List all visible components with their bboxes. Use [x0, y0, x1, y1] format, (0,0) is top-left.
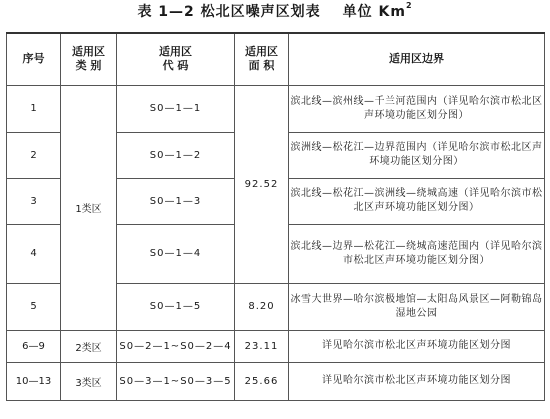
cell-boundary: 详见哈尔滨市松北区声环境功能区划分图 — [289, 362, 545, 400]
cell-seq: 3 — [7, 178, 61, 224]
header-code — [117, 33, 235, 85]
header-seq: 序号 — [7, 33, 61, 85]
header-code-line1: 适用区 — [159, 45, 192, 59]
page-title — [0, 1, 550, 21]
cell-area: 23.11 — [235, 330, 289, 362]
cell-area: 25.66 — [235, 362, 289, 400]
title-unit-superscript: 2 — [405, 1, 413, 11]
cell-category: 1类区 — [61, 85, 117, 330]
header-area-line1: 适用区 — [245, 45, 278, 59]
cell-boundary: 冰雪大世界—哈尔滨极地馆—太阳岛风景区—阿勒锦岛湿地公园 — [289, 283, 545, 330]
cell-code: S0—1—3 — [117, 178, 235, 224]
cell-seq: 1 — [7, 85, 61, 132]
cell-code: S0—2—1~S0—2—4 — [117, 330, 235, 362]
cell-seq: 10—13 — [7, 362, 61, 400]
table-row — [7, 330, 545, 362]
cell-seq: 4 — [7, 224, 61, 283]
header-boundary: 适用区边界 — [289, 33, 545, 85]
cell-code: S0—1—1 — [117, 85, 235, 132]
cell-boundary: 滨洲线—松花江—边界范围内（详见哈尔滨市松北区声环境功能区划分图） — [289, 132, 545, 178]
title-main: 表 1—2 松北区噪声区划表 — [137, 4, 321, 20]
noise-zone-table — [6, 32, 545, 401]
header-category — [61, 33, 117, 85]
cell-seq: 2 — [7, 132, 61, 178]
table-row — [7, 85, 545, 132]
cell-seq: 6—9 — [7, 330, 61, 362]
cell-category: 3类区 — [61, 362, 117, 400]
title-unit-text: 单位 Km — [342, 4, 406, 20]
header-category-line1: 适用区 — [72, 45, 105, 59]
cell-boundary: 滨北线—松花江—滨洲线—绕城高速（详见哈尔滨市松北区声环境功能区划分图） — [289, 178, 545, 224]
cell-code: S0—3—1~S0—3—5 — [117, 362, 235, 400]
header-category-line2: 类 别 — [75, 59, 102, 73]
table-row — [7, 362, 545, 400]
title-unit — [342, 1, 413, 20]
cell-category: 2类区 — [61, 330, 117, 362]
cell-code: S0—1—5 — [117, 283, 235, 330]
cell-boundary: 滨北线—滨州线—千兰河范围内（详见哈尔滨市松北区声环境功能区划分图） — [289, 85, 545, 132]
cell-code: S0—1—2 — [117, 132, 235, 178]
cell-area: 92.52 — [235, 85, 289, 283]
cell-boundary: 详见哈尔滨市松北区声环境功能区划分图 — [289, 330, 545, 362]
header-area-line2: 面 积 — [248, 59, 275, 73]
header-code-line2: 代 码 — [162, 59, 189, 73]
cell-boundary: 滨北线—边界—松花江—绕城高速范围内（详见哈尔滨市松北区声环境功能区划分图） — [289, 224, 545, 283]
header-area — [235, 33, 289, 85]
cell-area: 8.20 — [235, 283, 289, 330]
cell-code: S0—1—4 — [117, 224, 235, 283]
header-row — [7, 33, 545, 85]
cell-seq: 5 — [7, 283, 61, 330]
